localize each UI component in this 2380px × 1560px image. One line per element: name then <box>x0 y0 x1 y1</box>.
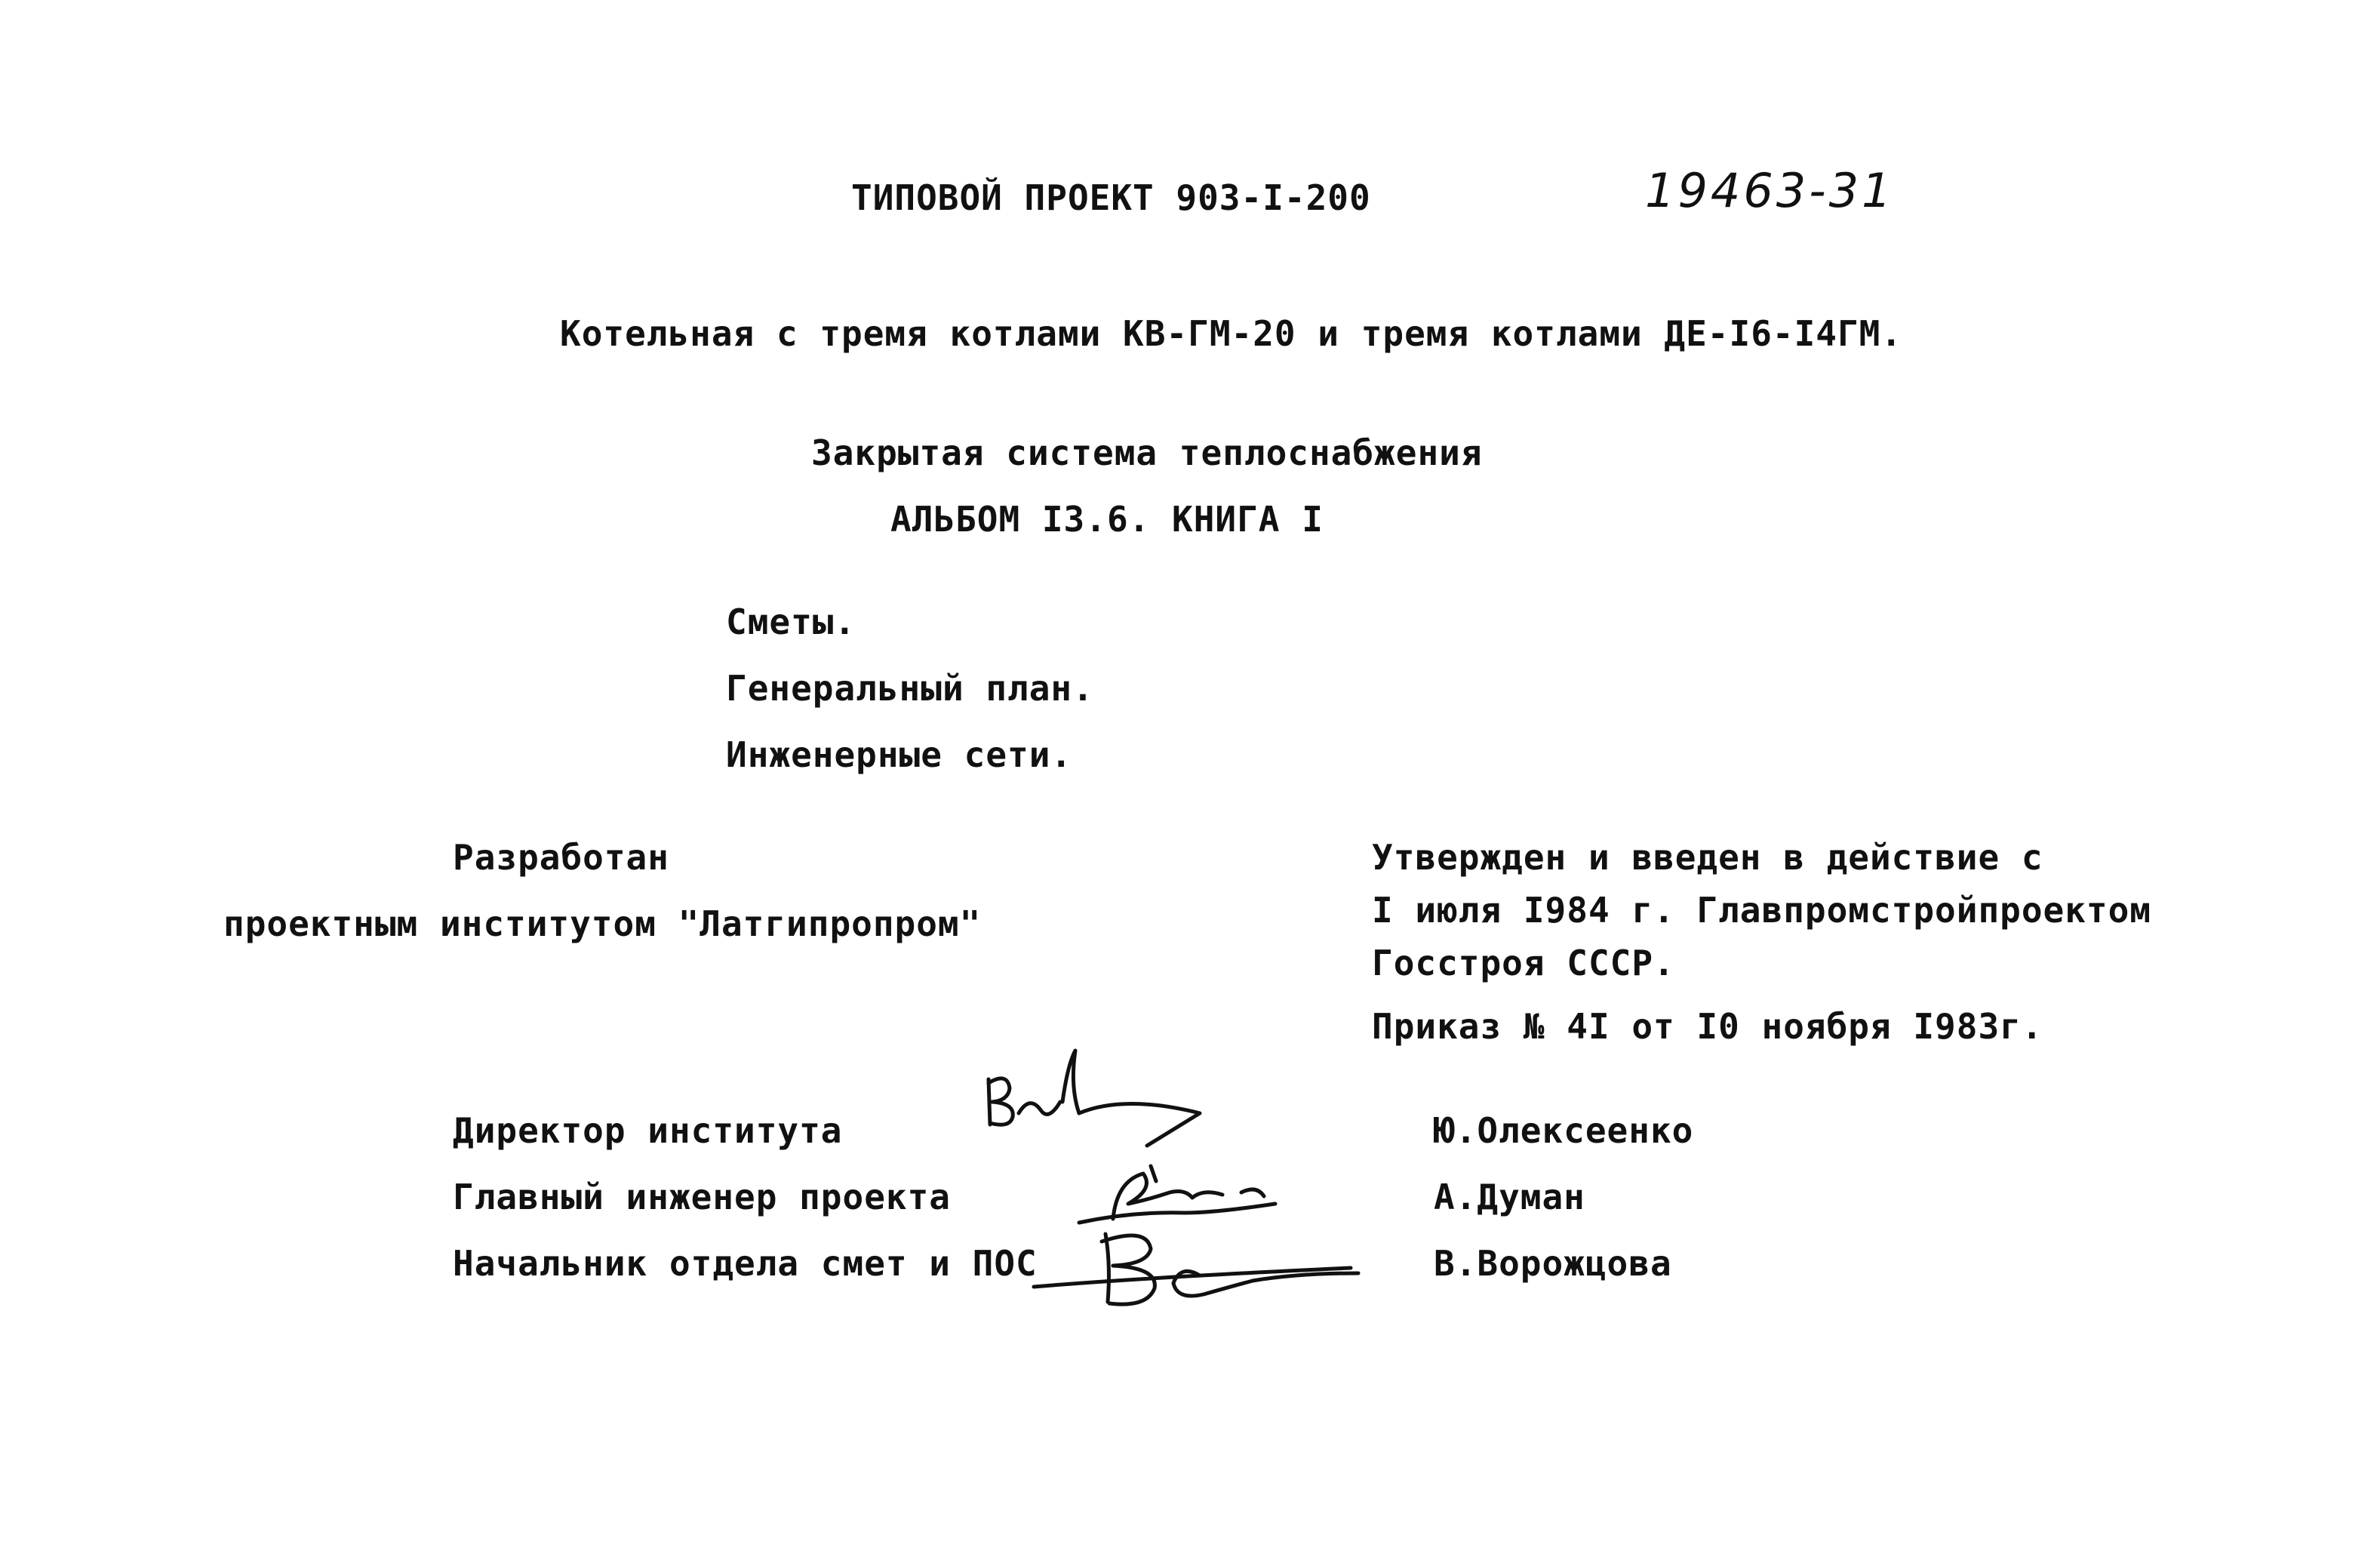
signatory-name-director: Ю.Олексеенко <box>1434 1110 1694 1151</box>
signatory-position-director: Директор института <box>453 1110 843 1151</box>
signatory-position-estimates-head: Начальник отдела смет и ПОС <box>453 1243 1038 1284</box>
project-subject: Котельная с тремя котлами КВ-ГМ-20 и тремя котлами ДЕ-I6-I4ГМ. <box>560 313 1903 354</box>
approval-order: Приказ № 4I от I0 ноября I983г. <box>1372 1006 2043 1047</box>
approval-line-3: Госстроя СССР. <box>1372 943 1675 983</box>
signatory-name-estimates-head: В.Ворожцова <box>1434 1243 1672 1284</box>
contents-item-estimates: Сметы. <box>726 602 856 642</box>
developed-by-institute: проектным институтом "Латгипропром" <box>223 903 982 944</box>
contents-item-engineering-networks: Инженерные сети. <box>726 734 1073 775</box>
director-signature <box>973 1042 1230 1162</box>
heating-system-title: Закрытая система теплоснабжения <box>811 432 1483 473</box>
approval-line-2: I июля I984 г. Главпромстройпроектом <box>1372 890 2151 931</box>
approval-line-1: Утвержден и введен в действие с <box>1372 837 2043 878</box>
estimates-head-signature <box>1026 1219 1373 1317</box>
contents-item-general-plan: Генеральный план. <box>726 668 1094 709</box>
signatory-name-chief-engineer: А.Думан <box>1434 1177 1585 1217</box>
signatory-position-chief-engineer: Главный инженер проекта <box>453 1177 951 1217</box>
handwritten-document-number: 19463-31 <box>1645 163 1895 218</box>
album-title: АЛЬБОМ I3.6. КНИГА I <box>890 499 1324 540</box>
developed-label: Разработан <box>453 837 669 878</box>
project-title: ТИПОВОЙ ПРОЕКТ 903-I-200 <box>851 177 1371 218</box>
